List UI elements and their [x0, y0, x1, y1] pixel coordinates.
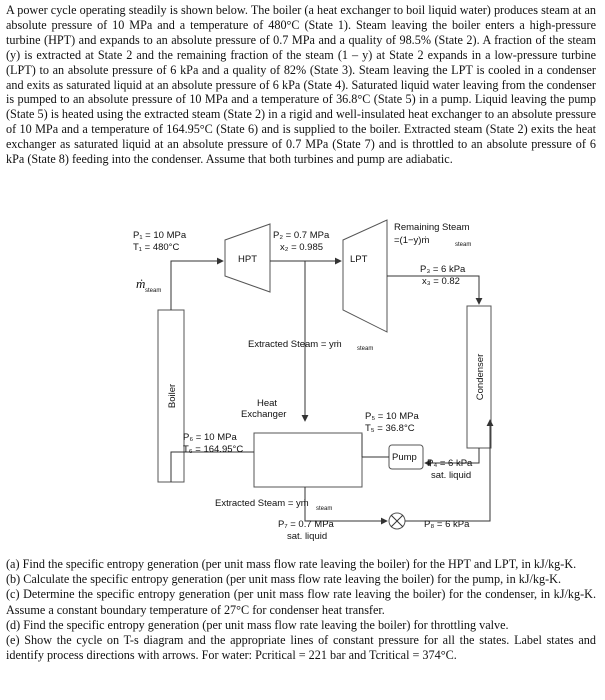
hx-label-2: Exchanger: [241, 409, 287, 420]
state3-pressure: P₃ = 6 kPa: [420, 264, 466, 275]
state3-quality: x₃ = 0.82: [422, 276, 460, 287]
lpt-label: LPT: [350, 254, 368, 265]
hx-label-1: Heat: [257, 398, 278, 409]
state7-pressure: P₇ = 0.7 MPa: [278, 519, 334, 530]
question-list: [6, 557, 596, 663]
state7-condition: sat. liquid: [287, 531, 328, 542]
state4-pressure: P₄ = 6 kPa: [427, 458, 473, 469]
extracted-steam-top-subscript: steam: [357, 346, 374, 352]
state4-condition: sat. liquid: [431, 470, 472, 481]
remaining-steam-label: Remaining Steam: [394, 222, 470, 233]
hpt-label: HPT: [238, 254, 257, 265]
state5-pressure: P₅ = 10 MPa: [365, 411, 419, 422]
state1-pressure: P₁ = 10 MPa: [133, 230, 187, 241]
condenser-label: Condenser: [475, 353, 486, 401]
state6-pressure: P₆ = 10 MPa: [183, 432, 237, 443]
question-a: (a) Find the specific entropy generation (per unit mass flow rate leaving the boiler) for the HPT and LPT, in kJ/kg-K.: [6, 557, 577, 571]
question-c: (c) Determine the specific entropy generation (per unit mass flow rate leaving the boiler) for the condenser, in kJ/kg-K. Assume a constant boundary temperature of 27°C for condenser heat transfer.: [6, 587, 596, 617]
extracted-steam-bottom-subscript: steam: [316, 506, 333, 512]
m-steam-symbol: ṁ: [136, 276, 146, 291]
pump-label: Pump: [392, 452, 417, 463]
problem-statement: A power cycle operating steadily is shown below. The boiler (a heat exchanger to boil liquid water) produces steam at an absolute pressure of 10 MPa and a temperature of 480°C (State 1). Steam leaving the boiler enters a high-pressure turbine (HPT) and expands to an absolute pressure of 0.7 MPa and a quality of 98.5% (State 2). A fraction of the steam (y) is extracted at State 2 and the remaining fraction of the steam (1 – y) at State 2 expands in a low-pressure turbine (LPT) to an absolute pressure of 6 kPa and a quality of 82% (State 3). Steam leaving the LPT is cooled in a condenser and exits as saturated liquid at an absolute pressure of 6 kPa (State 4). Saturated liquid water leaving from the condenser is pumped to an absolute pressure of 10 MPa and a temperature of 36.8°C (State 5) in a pump. Liquid leaving the pump (State 5) is heated using the extracted steam (State 2) in a rigid and well-insulated heat exchanger to an absolute pressure of 10 MPa and a temperature of 164.95°C (State 6) and is supplied to the boiler. Extracted steam (State 2) exits the heat exchanger as saturated liquid at an absolute pressure of 0.7 MPa (State 7) and is throttled to an absolute pressure of 6 kPa (State 8) feeding into the condenser. Assume that both turbines and pump are adiabatic.: [6, 3, 596, 167]
lpt-turbine: [343, 220, 387, 332]
state2-pressure: P₂ = 0.7 MPa: [273, 230, 330, 241]
power-cycle-diagram: [0, 214, 605, 554]
boiler-label: Boiler: [167, 383, 178, 409]
question-e: (e) Show the cycle on T-s diagram and the appropriate lines of constant pressure for all the states. Label states and identify process directions with arrows. For water: Pcritical = 221 bar and Tcritical = 374°C.: [6, 633, 596, 663]
extracted-steam-top-label: Extracted Steam = yṁ: [248, 339, 342, 350]
m-steam-subscript: steam: [145, 288, 162, 294]
state6-temperature: T₆ = 164.95°C: [183, 444, 244, 455]
state5-temperature: T₅ = 36.8°C: [365, 423, 415, 434]
heat-exchanger-box: [254, 433, 362, 487]
remaining-steam-fraction: =(1−y)ṁ: [394, 235, 430, 246]
extracted-steam-bottom-label: Extracted Steam = yṁ: [215, 498, 309, 509]
state1-temperature: T₁ = 480°C: [133, 242, 180, 253]
question-b: (b) Calculate the specific entropy generation (per unit mass flow rate leaving the boiler) for the pump, in kJ/kg-K.: [6, 572, 562, 587]
remaining-steam-subscript: steam: [455, 242, 472, 248]
question-d: (d) Find the specific entropy generation (per unit mass flow rate leaving the boiler) for throttling valve.: [6, 617, 509, 632]
state2-quality: x₂ = 0.985: [280, 242, 324, 253]
state8-pressure: P₈ = 6 kPa: [424, 519, 470, 530]
